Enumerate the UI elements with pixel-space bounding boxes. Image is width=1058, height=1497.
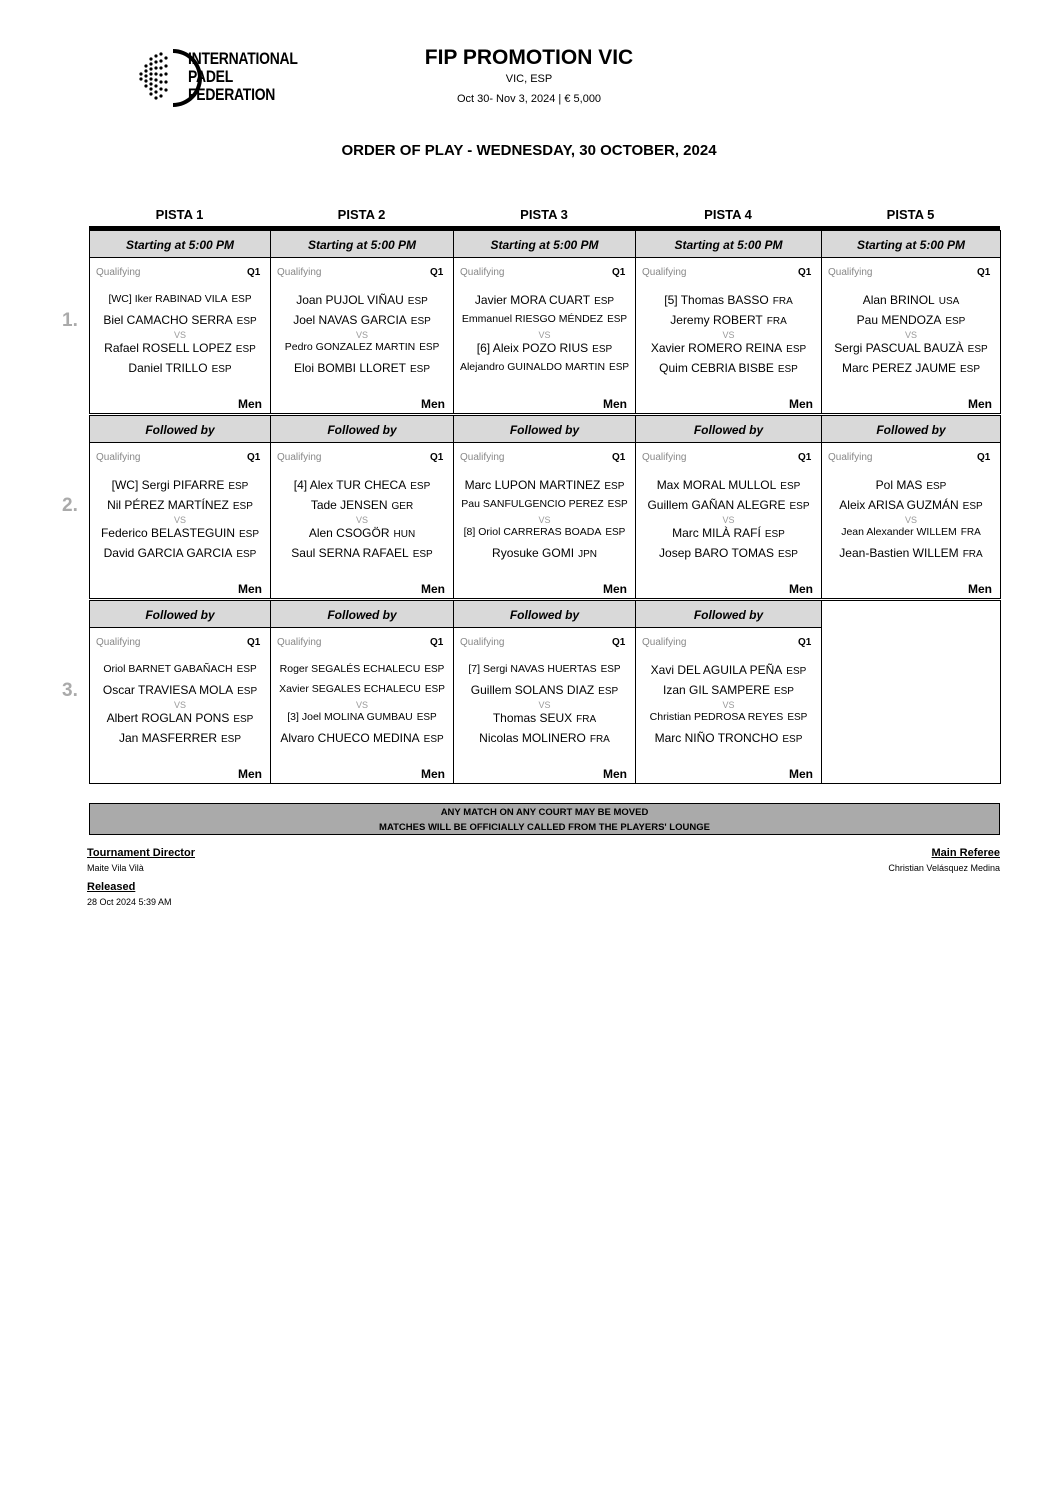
player-name: Oscar TRAVIESA MOLA [102, 683, 234, 697]
player-entry [89, 498, 271, 512]
player-entry [453, 361, 636, 373]
player-name: Javier MORA CUART [474, 293, 591, 307]
category-label: Men [789, 767, 813, 781]
player-entry [821, 293, 1001, 307]
player-country: ESP [789, 501, 810, 512]
player-country: FRA [962, 549, 983, 560]
player-country: ESP [233, 714, 254, 725]
player-country: ESP [424, 664, 445, 675]
match-round: Q1 [247, 267, 261, 278]
versus-label: VS [355, 700, 368, 710]
category-label: Men [789, 397, 813, 411]
player-country: ESP [609, 362, 630, 373]
player-country: FRA [576, 714, 597, 725]
notice-line-2: MATCHES WILL BE OFFICIALLY CALLED FROM THE PLAYERS' LOUNGE [379, 822, 710, 833]
player-country: ESP [236, 316, 257, 327]
match-type: Qualifying [460, 637, 505, 648]
referee-name: Christian Velásquez Medina [888, 863, 1000, 873]
player-name: Jean Alexander WILLEM [841, 526, 957, 538]
player-entry [89, 546, 271, 560]
tournament-title: FIP PROMOTION VIC [424, 46, 634, 69]
player-entry [635, 341, 822, 355]
followed-by-bar: Followed by [270, 415, 454, 443]
player-name: [4] Alex TUR CHECA [293, 478, 407, 492]
player-country: ESP [410, 364, 431, 375]
player-country: GER [391, 501, 414, 512]
player-entry [453, 663, 636, 675]
player-entry [635, 498, 822, 512]
match-round: Q1 [798, 267, 812, 278]
player-name: Joel NAVAS GARCIA [293, 313, 407, 327]
player-entry [635, 683, 822, 697]
player-name: Izan GIL SAMPERE [663, 683, 770, 697]
player-entry [635, 293, 822, 307]
player-name: Federico BELASTEGUIN [100, 526, 236, 540]
player-entry [453, 478, 636, 492]
player-entry [89, 683, 271, 697]
player-name: Xavier SEGALES ECHALECU [279, 683, 421, 695]
player-entry [89, 663, 271, 675]
versus-label: VS [538, 330, 551, 340]
player-country: ESP [412, 549, 433, 560]
player-country: ESP [423, 734, 444, 745]
player-entry [453, 341, 636, 355]
player-name: [3] Joel MOLINA GUMBAU [287, 711, 413, 723]
versus-label: VS [722, 330, 735, 340]
player-country: ESP [221, 734, 242, 745]
versus-label: VS [173, 700, 186, 710]
starting-time-bar: Starting at 5:00 PM [453, 230, 636, 258]
player-country: ESP [945, 316, 966, 327]
category-label: Men [238, 397, 262, 411]
versus-label: VS [904, 515, 917, 525]
player-country: ESP [962, 501, 983, 512]
player-country: ESP [416, 712, 437, 723]
player-country: ESP [786, 344, 807, 355]
match-type: Qualifying [96, 267, 141, 278]
court-header: PISTA 3 [520, 207, 568, 222]
player-country: JPN [578, 549, 597, 560]
match-type: Qualifying [277, 267, 322, 278]
player-entry [89, 361, 271, 375]
player-entry [821, 478, 1001, 492]
empty-slot [821, 600, 1001, 784]
player-name: Tade JENSEN [310, 498, 388, 512]
category-label: Men [238, 582, 262, 596]
match-type: Qualifying [277, 637, 322, 648]
category-label: Men [968, 582, 992, 596]
player-entry [89, 731, 271, 745]
category-label: Men [603, 767, 627, 781]
starting-time-bar: Starting at 5:00 PM [89, 230, 271, 258]
player-name: Pol MAS [875, 478, 923, 492]
match-round: Q1 [798, 637, 812, 648]
versus-label: VS [722, 515, 735, 525]
court-header: PISTA 4 [704, 207, 752, 222]
player-entry [453, 683, 636, 697]
player-country: ESP [236, 549, 257, 560]
player-name: Marc LUPON MARTINEZ [464, 478, 601, 492]
player-country: ESP [786, 666, 807, 677]
match-round: Q1 [430, 267, 444, 278]
player-entry [270, 526, 454, 540]
player-country: ESP [211, 364, 232, 375]
player-country: ESP [228, 481, 249, 492]
player-name: Joan PUJOL VIÑAU [296, 293, 404, 307]
player-entry [635, 313, 822, 327]
followed-by-bar: Followed by [89, 415, 271, 443]
player-country: ESP [773, 686, 794, 697]
player-name: Quim CEBRIA BISBE [659, 361, 774, 375]
player-country: ESP [600, 664, 621, 675]
player-country: ESP [607, 314, 628, 325]
player-name: Alejandro GUINALDO MARTIN [459, 361, 606, 373]
player-name: Daniel TRILLO [128, 361, 208, 375]
player-entry [453, 293, 636, 307]
player-country: ESP [764, 529, 785, 540]
player-entry [635, 526, 822, 540]
logo-line-2: PADEL [188, 67, 233, 86]
followed-by-bar: Followed by [635, 415, 822, 443]
order-of-play-title: ORDER OF PLAY - WEDNESDAY, 30 OCTOBER, 2024 [341, 142, 717, 159]
player-country: ESP [419, 342, 440, 353]
player-name: Nil PÉREZ MARTÍNEZ [107, 498, 229, 512]
player-name: Albert ROGLAN PONS [106, 711, 230, 725]
player-name: Xavi DEL AGUILA PEÑA [650, 663, 783, 677]
player-country: ESP [777, 549, 798, 560]
versus-label: VS [722, 700, 735, 710]
player-name: Ryosuke GOMI [492, 546, 575, 560]
player-name: Marc MILÀ RAFÍ [672, 526, 761, 540]
notice-line-1: ANY MATCH ON ANY COURT MAY BE MOVED [440, 807, 649, 818]
player-country: ESP [236, 664, 257, 675]
logo-line-1: INTERNATIONAL [188, 49, 298, 68]
player-country: ESP [777, 364, 798, 375]
player-name: Emmanuel RIESGO MÉNDEZ [461, 313, 604, 325]
player-country: ESP [780, 481, 801, 492]
player-entry [270, 546, 454, 560]
player-country: ESP [232, 501, 253, 512]
match-round: Q1 [430, 637, 444, 648]
followed-by-bar: Followed by [89, 600, 271, 628]
player-entry [453, 313, 636, 325]
player-entry [821, 546, 1001, 560]
row-number: 2. [62, 495, 78, 516]
player-name: Marc PEREZ JAUME [841, 361, 956, 375]
match-type: Qualifying [277, 452, 322, 463]
player-entry [89, 711, 271, 725]
player-entry [270, 663, 454, 675]
category-label: Men [603, 582, 627, 596]
notice-box [89, 803, 1000, 835]
match-type: Qualifying [642, 267, 687, 278]
player-name: [8] Oriol CARRERAS BOADA [463, 526, 602, 538]
category-label: Men [603, 397, 627, 411]
versus-label: VS [355, 515, 368, 525]
versus-label: VS [355, 330, 368, 340]
player-entry [270, 498, 454, 512]
player-country: ESP [407, 296, 428, 307]
court-header: PISTA 5 [886, 207, 935, 222]
player-country: ESP [231, 294, 252, 305]
player-name: Biel CAMACHO SERRA [103, 313, 233, 327]
player-name: Christian PEDROSA REYES [649, 711, 784, 723]
match-round: Q1 [430, 452, 444, 463]
versus-label: VS [538, 515, 551, 525]
followed-by-bar: Followed by [453, 600, 636, 628]
followed-by-bar: Followed by [635, 600, 822, 628]
followed-by-bar: Followed by [821, 415, 1001, 443]
player-entry [635, 711, 822, 723]
player-entry [453, 711, 636, 725]
player-entry [635, 546, 822, 560]
match-type: Qualifying [460, 267, 505, 278]
released-date: 28 Oct 2024 5:39 AM [87, 897, 172, 907]
player-country: ESP [598, 686, 619, 697]
player-entry [270, 683, 454, 695]
player-name: Alvaro CHUECO MEDINA [280, 731, 420, 745]
player-country: ESP [960, 364, 981, 375]
player-name: Oriol BARNET GABAÑACH [103, 663, 233, 675]
player-country: HUN [393, 529, 416, 540]
player-entry [270, 341, 454, 353]
player-country: ESP [592, 344, 613, 355]
court-header: PISTA 2 [337, 207, 386, 222]
player-name: Pedro GONZALEZ MARTIN [284, 341, 416, 353]
player-entry [453, 498, 636, 510]
player-name: Jean-Bastien WILLEM [839, 546, 959, 560]
player-entry [89, 293, 271, 305]
player-country: ESP [410, 481, 431, 492]
player-entry [821, 498, 1001, 512]
followed-by-bar: Followed by [453, 415, 636, 443]
player-entry [270, 711, 454, 723]
player-name: [5] Thomas BASSO [664, 293, 769, 307]
player-name: Alen CSOGÖR [308, 526, 390, 540]
player-name: Aleix ARISA GUZMÁN [839, 498, 959, 512]
referee-label: Main Referee [931, 847, 1000, 859]
player-entry [635, 478, 822, 492]
player-entry [453, 546, 636, 560]
match-round: Q1 [977, 452, 991, 463]
player-entry [89, 478, 271, 492]
player-name: Roger SEGALÉS ECHALECU [279, 663, 421, 675]
player-name: [WC] Sergi PIFARRE [111, 478, 225, 492]
player-country: ESP [235, 344, 256, 355]
player-name: Marc NIÑO TRONCHO [654, 731, 779, 745]
player-entry [89, 526, 271, 540]
player-entry [270, 293, 454, 307]
player-entry [270, 478, 454, 492]
player-name: Max MORAL MULLOL [656, 478, 777, 492]
player-name: Jan MASFERRER [118, 731, 217, 745]
player-name: David GARCIA GARCIA [103, 546, 233, 560]
player-name: Sergi PASCUAL BAUZÀ [834, 341, 964, 355]
court-header: PISTA 1 [155, 207, 204, 222]
player-country: ESP [926, 481, 947, 492]
player-entry [453, 526, 636, 538]
player-entry [821, 313, 1001, 327]
versus-label: VS [173, 515, 186, 525]
tournament-dates: Oct 30- Nov 3, 2024 | € 5,000 [456, 93, 602, 105]
player-country: ESP [604, 481, 625, 492]
match-type: Qualifying [460, 452, 505, 463]
player-name: Rafael ROSELL LOPEZ [104, 341, 232, 355]
player-name: [7] Sergi NAVAS HUERTAS [468, 663, 597, 675]
player-country: ESP [239, 529, 260, 540]
category-label: Men [421, 767, 445, 781]
player-name: Alan BRINOL [862, 293, 935, 307]
player-entry [821, 526, 1001, 538]
match-round: Q1 [798, 452, 812, 463]
match-round: Q1 [612, 637, 626, 648]
match-round: Q1 [612, 452, 626, 463]
player-country: ESP [237, 686, 258, 697]
player-name: [WC] Iker RABINAD VILA [108, 293, 228, 305]
match-round: Q1 [247, 452, 261, 463]
starting-time-bar: Starting at 5:00 PM [270, 230, 454, 258]
player-name: Jeremy ROBERT [670, 313, 763, 327]
match-type: Qualifying [642, 452, 687, 463]
match-round: Q1 [247, 637, 261, 648]
player-entry [270, 361, 454, 375]
player-country: ESP [607, 499, 628, 510]
player-country: FRA [766, 316, 787, 327]
versus-label: VS [538, 700, 551, 710]
player-country: ESP [410, 316, 431, 327]
player-entry [270, 731, 454, 745]
player-country: ESP [424, 684, 445, 695]
director-name: Maite Vila Vilà [87, 863, 144, 873]
player-name: Guillem GAÑAN ALEGRE [647, 498, 786, 512]
category-label: Men [789, 582, 813, 596]
player-entry [635, 731, 822, 745]
logo-line-3: FEDERATION [188, 85, 276, 104]
director-label: Tournament Director [87, 847, 195, 859]
player-entry [270, 313, 454, 327]
player-country: FRA [960, 527, 981, 538]
player-country: ESP [787, 712, 808, 723]
player-entry [635, 663, 822, 677]
player-name: Saul SERNA RAFAEL [291, 546, 409, 560]
player-country: FRA [589, 734, 610, 745]
player-entry [821, 341, 1001, 355]
player-entry [89, 341, 271, 355]
row-number: 3. [62, 680, 78, 701]
category-label: Men [238, 767, 262, 781]
category-label: Men [968, 397, 992, 411]
versus-label: VS [173, 330, 186, 340]
player-name: [6] Aleix POZO RIUS [476, 341, 589, 355]
player-entry [821, 361, 1001, 375]
tournament-location: VIC, ESP [505, 73, 553, 85]
starting-time-bar: Starting at 5:00 PM [821, 230, 1001, 258]
player-country: ESP [967, 344, 988, 355]
player-name: Xavier ROMERO REINA [650, 341, 783, 355]
match-round: Q1 [977, 267, 991, 278]
player-name: Thomas SEUX [492, 711, 573, 725]
match-type: Qualifying [96, 452, 141, 463]
player-country: ESP [605, 527, 626, 538]
category-label: Men [421, 582, 445, 596]
player-name: Pau MENDOZA [856, 313, 942, 327]
player-name: Eloi BOMBI LLORET [293, 361, 406, 375]
player-country: FRA [772, 296, 793, 307]
player-entry [89, 313, 271, 327]
released-label: Released [87, 881, 136, 893]
player-name: Nicolas MOLINERO [479, 731, 586, 745]
versus-label: VS [904, 330, 917, 340]
match-type: Qualifying [828, 267, 873, 278]
match-type: Qualifying [828, 452, 873, 463]
match-type: Qualifying [642, 637, 687, 648]
player-name: Josep BARO TOMAS [659, 546, 774, 560]
match-type: Qualifying [96, 637, 141, 648]
starting-time-bar: Starting at 5:00 PM [635, 230, 822, 258]
followed-by-bar: Followed by [270, 600, 454, 628]
player-name: Guillem SOLANS DIAZ [470, 683, 595, 697]
category-label: Men [421, 397, 445, 411]
player-entry [635, 361, 822, 375]
player-country: ESP [782, 734, 803, 745]
player-country: ESP [594, 296, 615, 307]
row-number: 1. [62, 310, 78, 331]
player-name: Pau SANFULGENCIO PEREZ [461, 498, 604, 510]
player-country: USA [938, 296, 960, 307]
player-entry [453, 731, 636, 745]
match-round: Q1 [612, 267, 626, 278]
